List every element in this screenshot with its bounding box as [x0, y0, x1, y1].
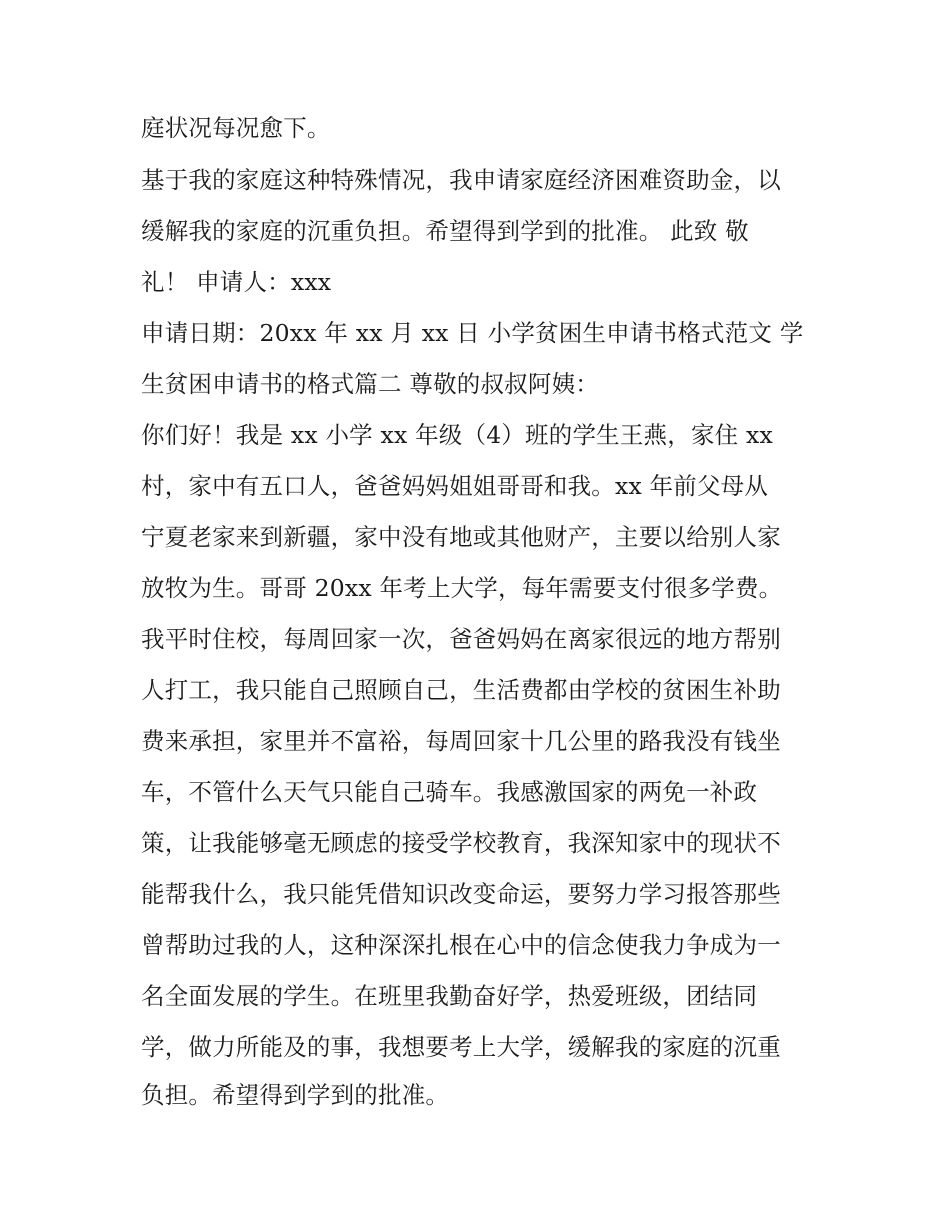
text-line: 负担。希望得到学到的批准。 — [141, 1081, 450, 1109]
text-line: 能帮我什么，我只能凭借知识改变命运，要努力学习报答那些 — [141, 880, 781, 908]
text-line: 生贫困申请书的格式篇二 尊敬的叔叔阿姨： — [141, 370, 599, 398]
text-line: 曾帮助过我的人，这种深深扎根在心中的信念使我力争成为一 — [141, 931, 781, 959]
text-line: 宁夏老家来到新疆，家中没有地或其他财产，主要以给别人家 — [141, 523, 781, 551]
text-line: 名全面发展的学生。在班里我勤奋好学，热爱班级，团结同 — [141, 982, 758, 1010]
text-line: 放牧为生。哥哥 20xx 年考上大学，每年需要支付很多学费。 — [141, 574, 783, 602]
text-line: 申请日期：20xx 年 xx 月 xx 日 小学贫困生申请书格式范文 学 — [141, 319, 804, 347]
text-line: 礼！ 申请人：xxx — [141, 268, 332, 296]
text-line: 我平时住校，每周回家一次，爸爸妈妈在离家很远的地方帮别 — [141, 625, 781, 653]
text-line: 基于我的家庭这种特殊情况，我申请家庭经济困难资助金，以 — [141, 166, 781, 194]
text-line: 策，让我能够毫无顾虑的接受学校教育，我深知家中的现状不 — [141, 829, 781, 857]
text-line: 村，家中有五口人，爸爸妈妈姐姐哥哥和我。xx 年前父母从 — [141, 472, 769, 500]
text-line: 人打工，我只能自己照顾自己，生活费都由学校的贫困生补助 — [141, 676, 781, 704]
text-line: 费来承担，家里并不富裕，每周回家十几公里的路我没有钱坐 — [141, 727, 781, 755]
text-line: 学，做力所能及的事，我想要考上大学，缓解我的家庭的沉重 — [141, 1033, 781, 1061]
text-line: 你们好！我是 xx 小学 xx 年级（4）班的学生王燕，家住 xx — [141, 421, 773, 449]
text-line: 车，不管什么天气只能自己骑车。我感激国家的两免一补政 — [141, 778, 758, 806]
text-line: 庭状况每况愈下。 — [141, 114, 331, 142]
text-line: 缓解我的家庭的沉重负担。希望得到学到的批准。 此致 敬 — [141, 217, 749, 245]
